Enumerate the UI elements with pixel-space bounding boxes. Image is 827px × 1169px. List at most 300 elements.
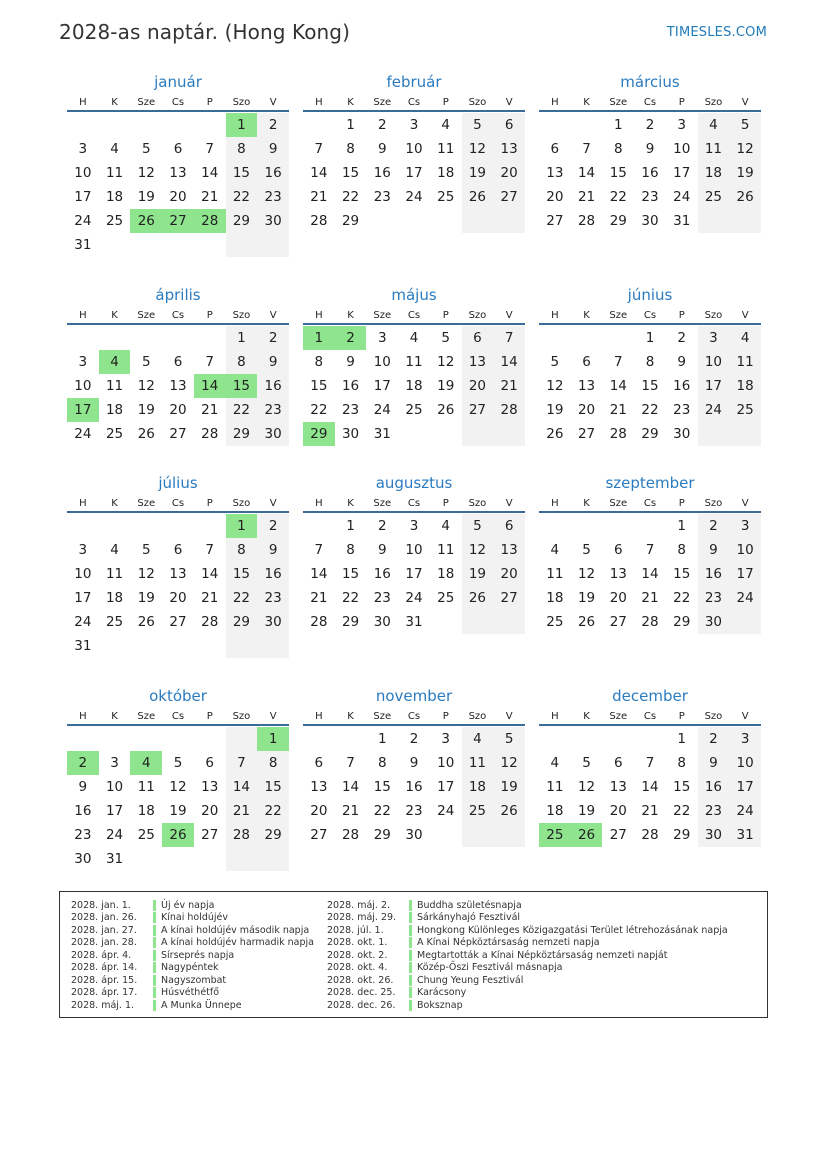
legend-column-left [71, 899, 314, 1012]
empty-cell [162, 727, 194, 751]
day-cell: 20 [169, 590, 187, 606]
month-name: július [158, 474, 198, 492]
empty-cell [493, 422, 525, 446]
day-cell: 19 [169, 803, 187, 819]
day-cell: 15 [257, 775, 289, 799]
month-name: október [149, 687, 207, 705]
day-cell: 4 [409, 330, 419, 346]
brand-link[interactable]: TIMESLES.COM [666, 25, 767, 40]
weekday-label: Szo [704, 97, 723, 108]
empty-cell [602, 326, 634, 350]
weekday-label: P [678, 97, 685, 108]
legend-holiday-name: Sárkányhajó Fesztivál [417, 912, 521, 924]
empty-cell [194, 233, 226, 257]
day-cell: 25 [137, 827, 155, 843]
day-cell: 16 [641, 165, 659, 181]
day-cell: 18 [105, 402, 124, 418]
day-cell: 24 [74, 213, 92, 229]
day-cell: 1 [226, 326, 258, 350]
legend-date: 2028. ápr. 4. [71, 949, 132, 961]
day-cell: 22 [226, 586, 258, 610]
day-cell: 6 [582, 354, 591, 370]
day-cell: 28 [310, 614, 328, 630]
day-cell: 31 [729, 823, 761, 847]
day-cell: 24 [405, 590, 423, 606]
day-cell: 5 [582, 755, 591, 771]
day-cell: 6 [173, 542, 183, 558]
day-cell: 12 [577, 566, 596, 582]
weekday-label: H [551, 711, 559, 722]
weekday-label: H [551, 310, 559, 321]
day-cell: 7 [226, 751, 258, 775]
page-title: 2028-as naptár. (Hong Kong) [59, 20, 351, 44]
day-cell: 23 [698, 586, 730, 610]
empty-cell [226, 727, 258, 751]
day-cell: 24 [74, 426, 92, 442]
day-cell: 30 [74, 851, 92, 867]
day-cell: 3 [729, 514, 761, 538]
legend-date: 2028. ápr. 17. [71, 987, 138, 999]
legend-item [327, 912, 728, 925]
day-cell: 7 [314, 542, 324, 558]
empty-cell [729, 209, 761, 233]
day-cell: 2 [677, 330, 686, 346]
day-cell: 16 [405, 779, 423, 795]
empty-cell [493, 209, 525, 233]
day-cell: 30 [341, 426, 360, 442]
holiday-marker [409, 912, 412, 923]
weekday-label: P [206, 310, 213, 321]
weekday-label: V [505, 97, 513, 108]
day-cell: 4 [550, 755, 560, 771]
day-cell: 26 [462, 586, 494, 610]
weekday-label: Sze [373, 498, 392, 509]
weekday-label: H [79, 711, 87, 722]
day-cell: 11 [698, 137, 730, 161]
empty-cell [130, 634, 162, 658]
legend-item [327, 987, 728, 1000]
day-cell: 13 [169, 378, 187, 394]
empty-cell [99, 727, 131, 751]
legend-column-right [327, 899, 728, 1012]
legend-date: 2028. jan. 28. [71, 937, 137, 949]
day-cell: 27 [169, 614, 187, 630]
day-cell: 6 [205, 755, 214, 771]
empty-cell [430, 610, 462, 634]
day-cell: 7 [205, 141, 214, 157]
day-cell: 28 [201, 426, 219, 442]
empty-cell [398, 209, 430, 233]
day-cell: 5 [462, 113, 494, 137]
empty-cell [539, 514, 571, 538]
empty-cell [130, 514, 162, 538]
day-cell: 21 [493, 374, 525, 398]
day-cell: 29 [226, 610, 258, 634]
month-block [539, 72, 761, 233]
holiday-marker [409, 987, 412, 998]
day-cell: 3 [698, 326, 730, 350]
holiday-marker [153, 925, 156, 936]
legend-holiday-name: Nagyszombat [161, 974, 227, 986]
day-cell: 5 [141, 542, 151, 558]
empty-cell [99, 233, 131, 257]
legend-date: 2028. jan. 26. [71, 912, 137, 924]
day-cell: 15 [373, 779, 391, 795]
day-cell: 12 [729, 137, 761, 161]
day-cell: 24 [74, 614, 92, 630]
legend-item [71, 974, 314, 987]
day-grid [303, 112, 525, 233]
weekday-label: H [551, 97, 559, 108]
day-cell: 28 [201, 614, 219, 630]
day-cell: 21 [310, 590, 328, 606]
day-cell: 28 [577, 213, 596, 229]
day-grid [67, 325, 289, 446]
empty-cell [634, 727, 666, 751]
weekday-label: V [741, 310, 749, 321]
day-cell: 29 [341, 213, 360, 229]
day-cell: 25 [698, 185, 730, 209]
day-cell: 7 [613, 354, 623, 370]
day-cell: 6 [493, 514, 525, 538]
day-cell: 15 [310, 378, 328, 394]
day-cell: 17 [405, 165, 423, 181]
holiday-marker [409, 975, 412, 986]
day-cell: 30 [373, 614, 391, 630]
day-cell: 26 [571, 823, 603, 847]
day-cell: 18 [437, 566, 455, 582]
day-cell: 21 [226, 799, 258, 823]
day-cell: 28 [194, 209, 226, 233]
day-cell: 17 [74, 189, 92, 205]
holiday-legend [59, 891, 768, 1018]
weekday-header [539, 708, 761, 726]
weekday-label: V [269, 97, 277, 108]
weekday-label: V [269, 498, 277, 509]
day-cell: 27 [493, 586, 525, 610]
day-cell: 20 [577, 402, 596, 418]
holiday-marker [153, 912, 156, 923]
weekday-label: Sze [609, 310, 628, 321]
day-cell: 27 [162, 209, 194, 233]
day-cell: 23 [405, 803, 423, 819]
day-cell: 14 [641, 566, 659, 582]
day-cell: 4 [110, 141, 119, 157]
day-cell: 8 [677, 755, 686, 771]
day-cell: 2 [645, 117, 655, 133]
holiday-marker [153, 962, 156, 973]
day-cell: 2 [377, 518, 387, 534]
day-cell: 18 [105, 189, 124, 205]
day-cell: 8 [377, 755, 387, 771]
day-cell: 23 [74, 827, 92, 843]
month-block [539, 285, 761, 446]
day-cell: 27 [546, 213, 564, 229]
day-cell: 26 [130, 209, 162, 233]
day-cell: 5 [493, 727, 525, 751]
empty-cell [162, 113, 194, 137]
day-cell: 17 [673, 165, 691, 181]
day-cell: 12 [169, 779, 187, 795]
day-cell: 9 [677, 354, 686, 370]
weekday-label: Szo [232, 711, 251, 722]
holiday-marker [409, 937, 412, 948]
day-cell: 26 [162, 823, 194, 847]
empty-cell [162, 326, 194, 350]
weekday-header [539, 94, 761, 112]
empty-cell [602, 727, 634, 751]
day-cell: 28 [641, 614, 659, 630]
day-cell: 17 [105, 803, 124, 819]
month-block [303, 72, 525, 233]
empty-cell [539, 326, 571, 350]
day-cell: 12 [462, 137, 494, 161]
day-cell: 6 [493, 113, 525, 137]
day-cell: 3 [78, 141, 88, 157]
day-cell: 22 [673, 590, 691, 606]
empty-cell [257, 634, 289, 658]
day-cell: 5 [441, 330, 450, 346]
day-cell: 15 [226, 374, 258, 398]
month-name: augusztus [375, 474, 453, 492]
legend-item [327, 924, 728, 937]
empty-cell [130, 847, 162, 871]
day-cell: 26 [729, 185, 761, 209]
empty-cell [162, 634, 194, 658]
day-cell: 14 [341, 779, 360, 795]
legend-holiday-name: Chung Yeung Fesztivál [417, 974, 524, 986]
empty-cell [194, 727, 226, 751]
empty-cell [430, 209, 462, 233]
day-cell: 7 [205, 542, 214, 558]
weekday-label: H [315, 310, 323, 321]
weekday-label: Cs [407, 498, 421, 509]
legend-date: 2028. ápr. 14. [71, 962, 138, 974]
day-cell: 26 [437, 402, 455, 418]
legend-holiday-name: Nagypéntek [161, 962, 219, 974]
weekday-label: K [347, 711, 354, 722]
day-cell: 2 [257, 514, 289, 538]
day-cell: 9 [377, 542, 387, 558]
holiday-marker [153, 937, 156, 948]
day-cell: 9 [78, 779, 88, 795]
day-cell: 3 [110, 755, 119, 771]
day-cell: 24 [673, 189, 691, 205]
weekday-label: P [442, 97, 449, 108]
day-cell: 2 [409, 731, 419, 747]
day-cell: 21 [341, 803, 360, 819]
day-cell: 6 [173, 141, 183, 157]
day-grid [539, 325, 761, 446]
day-cell: 6 [462, 326, 494, 350]
day-cell: 15 [641, 378, 659, 394]
month-block [303, 473, 525, 634]
empty-cell [303, 514, 335, 538]
day-cell: 16 [673, 378, 691, 394]
day-cell: 10 [405, 542, 423, 558]
day-cell: 25 [105, 614, 124, 630]
legend-holiday-name: Hongkong Különleges Közigazgatási Terület létrehozásának napja [417, 924, 728, 936]
month-name: március [620, 73, 680, 91]
day-cell: 19 [462, 562, 494, 586]
day-cell: 11 [729, 350, 761, 374]
holiday-marker [153, 975, 156, 986]
month-name: január [154, 73, 202, 91]
weekday-label: Sze [609, 711, 628, 722]
day-cell: 29 [257, 823, 289, 847]
weekday-label: P [678, 711, 685, 722]
legend-item [71, 899, 314, 912]
day-cell: 4 [550, 542, 560, 558]
day-cell: 28 [641, 827, 659, 843]
day-cell: 16 [373, 165, 391, 181]
day-cell: 15 [341, 566, 360, 582]
day-cell: 28 [341, 827, 360, 843]
day-cell: 25 [729, 398, 761, 422]
weekday-label: K [111, 498, 118, 509]
day-cell: 4 [462, 727, 494, 751]
legend-item [71, 937, 314, 950]
day-cell: 14 [194, 374, 226, 398]
month-block [303, 285, 525, 446]
empty-cell [162, 233, 194, 257]
weekday-label: Szo [468, 310, 487, 321]
day-cell: 23 [257, 398, 289, 422]
legend-item [327, 899, 728, 912]
day-cell: 20 [462, 374, 494, 398]
legend-item [71, 949, 314, 962]
weekday-header [67, 495, 289, 513]
day-cell: 13 [609, 779, 627, 795]
empty-cell [257, 233, 289, 257]
day-cell: 24 [437, 803, 455, 819]
day-cell: 22 [226, 398, 258, 422]
day-cell: 15 [673, 566, 691, 582]
day-cell: 26 [462, 185, 494, 209]
day-cell: 12 [546, 378, 564, 394]
weekday-label: Sze [137, 310, 156, 321]
empty-cell [130, 113, 162, 137]
legend-item [327, 962, 728, 975]
month-name: június [627, 286, 673, 304]
day-cell: 28 [493, 398, 525, 422]
empty-cell [571, 113, 603, 137]
empty-cell [634, 514, 666, 538]
weekday-label: P [442, 711, 449, 722]
day-cell: 12 [437, 354, 455, 370]
empty-cell [99, 326, 131, 350]
day-cell: 19 [137, 189, 155, 205]
day-grid [539, 726, 761, 847]
day-cell: 18 [405, 378, 423, 394]
empty-cell [539, 727, 571, 751]
day-cell: 13 [201, 779, 219, 795]
weekday-label: V [505, 310, 513, 321]
day-cell: 16 [341, 378, 360, 394]
day-cell: 30 [257, 610, 289, 634]
weekday-label: Szo [704, 498, 723, 509]
day-cell: 2 [257, 113, 289, 137]
month-block [539, 473, 761, 634]
day-cell: 3 [409, 117, 419, 133]
legend-item [71, 912, 314, 925]
empty-cell [493, 823, 525, 847]
day-cell: 31 [405, 614, 423, 630]
day-cell: 6 [550, 141, 560, 157]
day-cell: 5 [729, 113, 761, 137]
empty-cell [571, 514, 603, 538]
weekday-label: K [583, 711, 590, 722]
day-cell: 9 [257, 350, 289, 374]
weekday-label: Cs [171, 310, 185, 321]
legend-item [71, 999, 314, 1012]
day-cell: 22 [226, 185, 258, 209]
day-cell: 3 [409, 518, 419, 534]
weekday-label: Sze [137, 498, 156, 509]
day-cell: 10 [74, 566, 92, 582]
weekday-label: K [583, 310, 590, 321]
day-cell: 17 [74, 590, 92, 606]
legend-holiday-name: Megtartották a Kínai Népköztársaság nemzeti napját [417, 949, 668, 961]
weekday-label: P [442, 498, 449, 509]
legend-item [327, 974, 728, 987]
day-cell: 24 [373, 402, 391, 418]
day-cell: 1 [346, 518, 355, 534]
day-cell: 22 [341, 590, 360, 606]
day-cell: 19 [437, 378, 455, 394]
day-cell: 8 [314, 354, 324, 370]
day-grid [303, 325, 525, 446]
day-cell: 20 [201, 803, 219, 819]
day-cell: 31 [105, 851, 124, 867]
weekday-label: Sze [373, 97, 392, 108]
weekday-label: H [315, 711, 323, 722]
weekday-label: P [206, 711, 213, 722]
day-cell: 1 [377, 731, 387, 747]
day-cell: 4 [441, 518, 450, 534]
empty-cell [462, 610, 494, 634]
weekday-label: H [315, 498, 323, 509]
day-cell: 26 [493, 799, 525, 823]
day-cell: 17 [405, 566, 423, 582]
weekday-label: P [442, 310, 449, 321]
day-cell: 16 [257, 161, 289, 185]
legend-item [71, 924, 314, 937]
day-cell: 14 [201, 165, 219, 181]
day-cell: 16 [257, 374, 289, 398]
day-cell: 29 [673, 614, 691, 630]
weekday-header [67, 708, 289, 726]
empty-cell [602, 514, 634, 538]
day-cell: 14 [310, 566, 328, 582]
weekday-label: Szo [232, 97, 251, 108]
weekday-label: Cs [643, 711, 657, 722]
empty-cell [430, 422, 462, 446]
weekday-header [303, 94, 525, 112]
empty-cell [99, 634, 131, 658]
day-cell: 6 [613, 542, 623, 558]
weekday-label: K [347, 498, 354, 509]
month-block [67, 473, 289, 658]
day-cell: 23 [257, 586, 289, 610]
legend-date: 2028. jan. 1. [71, 899, 131, 911]
day-cell: 12 [137, 165, 155, 181]
day-cell: 13 [546, 165, 564, 181]
empty-cell [257, 847, 289, 871]
day-cell: 21 [609, 402, 627, 418]
day-cell: 2 [335, 326, 367, 350]
legend-holiday-name: A kínai holdújév harmadik napja [161, 937, 314, 949]
